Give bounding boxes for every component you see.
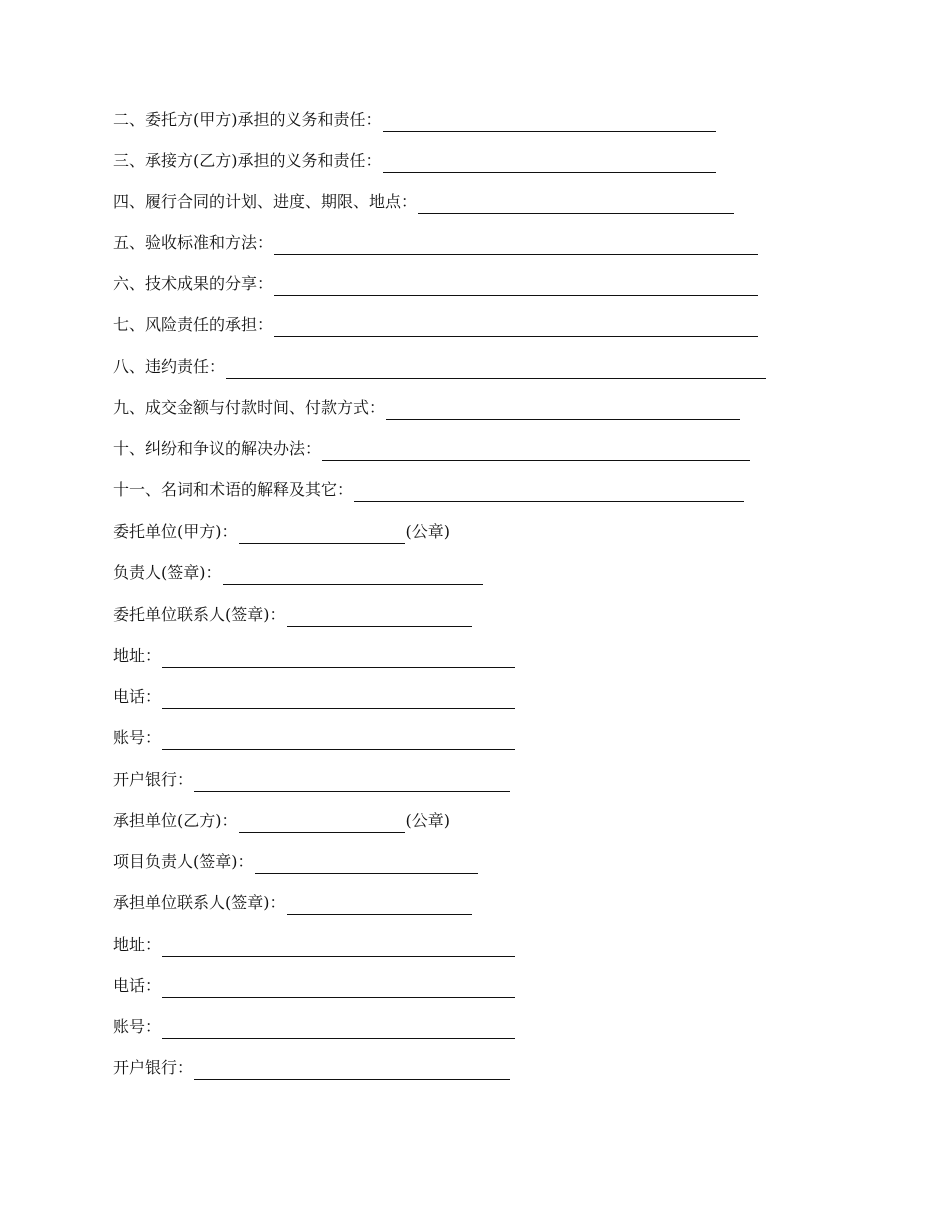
clause-11-blank[interactable] [354, 483, 744, 502]
party-b-phone-blank[interactable] [162, 979, 515, 998]
clause-8-blank[interactable] [226, 360, 766, 379]
party-a-unit-blank[interactable] [239, 525, 405, 544]
party-b-leader-label: 项目负责人(签章)： [113, 852, 254, 871]
party-a-contact-row [113, 603, 472, 627]
party-b-bank-row [113, 1056, 510, 1080]
party-a-unit-row [113, 520, 450, 544]
party-b-unit-label: 承担单位(乙方)： [113, 811, 238, 830]
clause-9-blank[interactable] [386, 401, 740, 420]
clause-5-blank[interactable] [274, 236, 758, 255]
clause-9-row [113, 396, 740, 420]
clause-2-row [113, 108, 716, 132]
clause-3-row [113, 149, 716, 173]
clause-11-label: 十一、名词和术语的解释及其它： [113, 480, 354, 499]
clause-2-label: 二、委托方(甲方)承担的义务和责任： [113, 110, 382, 129]
party-a-address-row [113, 644, 515, 668]
party-a-unit-label: 委托单位(甲方)： [113, 522, 238, 541]
party-b-unit-blank[interactable] [239, 814, 405, 833]
party-a-account-label: 账号： [113, 728, 162, 747]
party-a-leader-blank[interactable] [223, 566, 483, 585]
party-b-account-blank[interactable] [162, 1020, 515, 1039]
party-a-bank-blank[interactable] [194, 773, 510, 792]
party-b-address-blank[interactable] [162, 938, 515, 957]
party-b-leader-blank[interactable] [255, 855, 478, 874]
clause-4-label: 四、履行合同的计划、进度、期限、地点： [113, 192, 418, 211]
clause-8-label: 八、违约责任： [113, 357, 226, 376]
clause-10-row [113, 437, 750, 461]
clause-10-blank[interactable] [322, 442, 750, 461]
party-b-bank-blank[interactable] [194, 1061, 510, 1080]
clause-4-row [113, 190, 734, 214]
party-b-contact-blank[interactable] [287, 896, 472, 915]
party-a-phone-label: 电话： [113, 687, 162, 706]
party-a-leader-label: 负责人(签章)： [113, 563, 222, 582]
clause-7-blank[interactable] [274, 318, 758, 337]
party-b-account-row [113, 1015, 515, 1039]
party-b-phone-label: 电话： [113, 976, 162, 995]
clause-7-row [113, 313, 758, 337]
clause-6-label: 六、技术成果的分享： [113, 274, 274, 293]
party-a-address-label: 地址： [113, 646, 162, 665]
clause-11-row [113, 478, 744, 502]
party-a-bank-label: 开户银行： [113, 770, 194, 789]
party-a-leader-row [113, 561, 483, 585]
party-b-contact-label: 承担单位联系人(签章)： [113, 893, 286, 912]
party-a-account-blank[interactable] [162, 731, 515, 750]
party-b-bank-label: 开户银行： [113, 1058, 194, 1077]
clause-7-label: 七、风险责任的承担： [113, 315, 274, 334]
party-b-phone-row [113, 974, 515, 998]
clause-4-blank[interactable] [418, 195, 734, 214]
party-b-seal-label: (公章) [405, 811, 450, 830]
party-b-address-label: 地址： [113, 935, 162, 954]
party-a-address-blank[interactable] [162, 649, 515, 668]
clause-5-row [113, 231, 758, 255]
party-a-bank-row [113, 768, 510, 792]
clause-8-row [113, 355, 766, 379]
party-b-unit-row [113, 809, 450, 833]
party-a-contact-blank[interactable] [287, 608, 472, 627]
party-a-phone-row [113, 685, 515, 709]
party-a-account-row [113, 726, 515, 750]
clause-6-row [113, 272, 758, 296]
party-a-contact-label: 委托单位联系人(签章)： [113, 605, 286, 624]
party-a-phone-blank[interactable] [162, 690, 515, 709]
clause-9-label: 九、成交金额与付款时间、付款方式： [113, 398, 386, 417]
clause-3-blank[interactable] [383, 154, 716, 173]
clause-2-blank[interactable] [383, 113, 716, 132]
party-b-account-label: 账号： [113, 1017, 162, 1036]
clause-3-label: 三、承接方(乙方)承担的义务和责任： [113, 151, 382, 170]
clause-5-label: 五、验收标准和方法： [113, 233, 274, 252]
party-a-seal-label: (公章) [405, 522, 450, 541]
clause-10-label: 十、纠纷和争议的解决办法： [113, 439, 322, 458]
party-b-address-row [113, 933, 515, 957]
clause-6-blank[interactable] [274, 277, 758, 296]
party-b-contact-row [113, 891, 472, 915]
party-b-leader-row [113, 850, 478, 874]
